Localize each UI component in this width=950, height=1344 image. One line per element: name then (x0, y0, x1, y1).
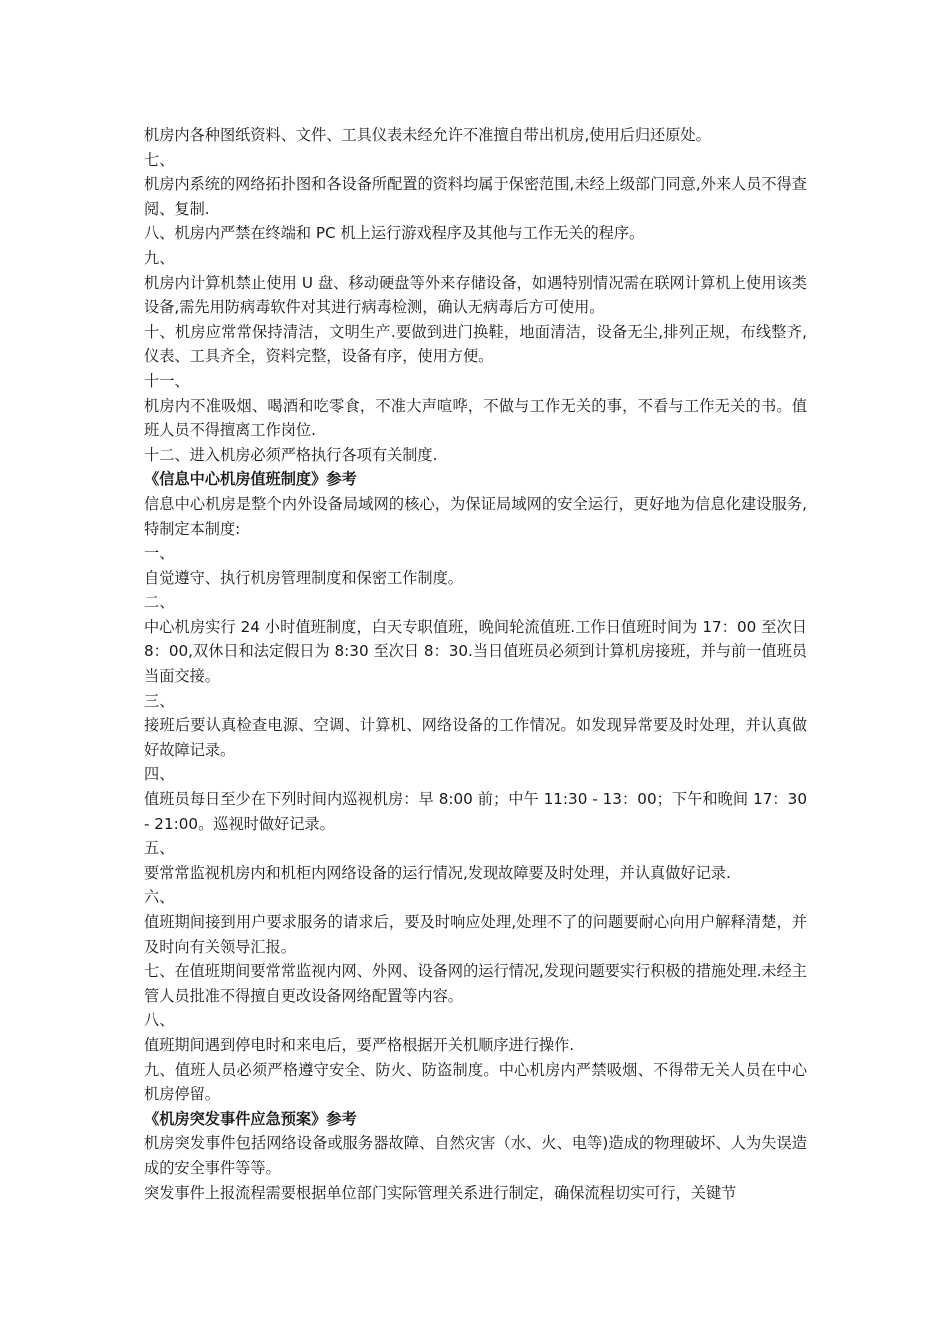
paragraph: 要常常监视机房内和机柜内网络设备的运行情况,发现故障要及时处理，并认真做好记录. (144, 863, 731, 882)
section-number: 六、 (144, 888, 175, 907)
paragraph: 突发事件上报流程需要根据单位部门实际管理关系进行制定，确保流程切实可行，关键节 (144, 1183, 737, 1202)
section-number: 七、 (144, 150, 175, 169)
paragraph: 机房内各种图纸资料、文件、工具仪表未经允许不准擅自带出机房,使用后归还原处。 (144, 126, 711, 144)
section-number: 八、 (144, 1011, 175, 1030)
document-page (144, 123, 807, 1205)
section-number: 五、 (144, 839, 175, 858)
section-number: 三、 (144, 691, 175, 710)
paragraph: 十二、进入机房必须严格执行各项有关制度. (144, 445, 438, 464)
paragraph: 机房内计算机禁止使用 U 盘、移动硬盘等外来存储设备，如遇特别情况需在联网计算机上使用该类设备,需先用防病毒软件对其进行病毒检测，确认无病毒后方可使用。 (144, 273, 807, 317)
paragraph: 机房内不准吸烟、喝酒和吃零食，不准大声喧哗，不做与工作无关的事，不看与工作无关的书。值班人员不得擅离工作岗位. (144, 396, 807, 440)
paragraph: 八、机房内严禁在终端和 PC 机上运行游戏程序及其他与工作无关的程序。 (144, 224, 645, 243)
section-number: 二、 (144, 593, 175, 612)
paragraph: 接班后要认真检查电源、空调、计算机、网络设备的工作情况。如发现异常要及时处理，并认真做好故障记录。 (144, 716, 807, 759)
section-number: 十一、 (144, 371, 190, 390)
paragraph: 值班期间接到用户要求服务的请求后，要及时响应处理,处理不了的问题要耐心向用户解释清楚，并及时向有关领导汇报。 (144, 913, 807, 956)
paragraph: 九、值班人员必须严格遵守安全、防火、防盗制度。中心机房内严禁吸烟、不得带无关人员在中心机房停留。 (144, 1060, 807, 1104)
paragraph: 信息中心机房是整个内外设备局域网的核心，为保证局域网的安全运行，更好地为信息化建设服务,特制定本制度: (144, 494, 807, 538)
section-number: 一、 (144, 544, 175, 563)
section-number: 四、 (144, 765, 175, 784)
paragraph: 自觉遵守、执行机房管理制度和保密工作制度。 (144, 568, 463, 587)
paragraph: 机房内系统的网络拓扑图和各设备所配置的资料均属于保密范围,未经上级部门同意,外来人员不得查阅、复制. (144, 175, 807, 218)
paragraph: 值班期间遇到停电时和来电后，要严格根据开关机顺序进行操作. (144, 1035, 575, 1054)
paragraph: 中心机房实行 24 小时值班制度，白天专职值班，晚间轮流值班.工作日值班时间为 17：00 至次日 8：00,双休日和法定假日为 8:30 至次日 8：30.当日值班员必须到计算机房接班，并与前一值班员当面交接。 (144, 617, 807, 686)
paragraph: 十、机房应常常保持清洁，文明生产.要做到进门换鞋，地面清洁，设备无尘,排列正规，布线整齐,仪表、工具齐全，资料完整，设备有序，使用方便。 (144, 322, 807, 366)
section-heading: 《机房突发事件应急预案》参考 (144, 1109, 357, 1128)
paragraph: 七、在值班期间要常常监视内网、外网、设备网的运行情况,发现问题要实行积极的措施处理.未经主管人员批准不得擅自更改设备网络配置等内容。 (144, 962, 807, 1005)
paragraph: 机房突发事件包括网络设备或服务器故障、自然灾害（水、火、电等)造成的物理破坏、人为失误造成的安全事件等等。 (144, 1134, 807, 1177)
section-number: 九、 (144, 248, 175, 267)
paragraph: 值班员每日至少在下列时间内巡视机房：早 8:00 前；中午 11:30 - 13：00；下午和晚间 17：30 - 21:00。巡视时做好记录。 (144, 790, 807, 833)
section-heading: 《信息中心机房值班制度》参考 (144, 470, 357, 489)
